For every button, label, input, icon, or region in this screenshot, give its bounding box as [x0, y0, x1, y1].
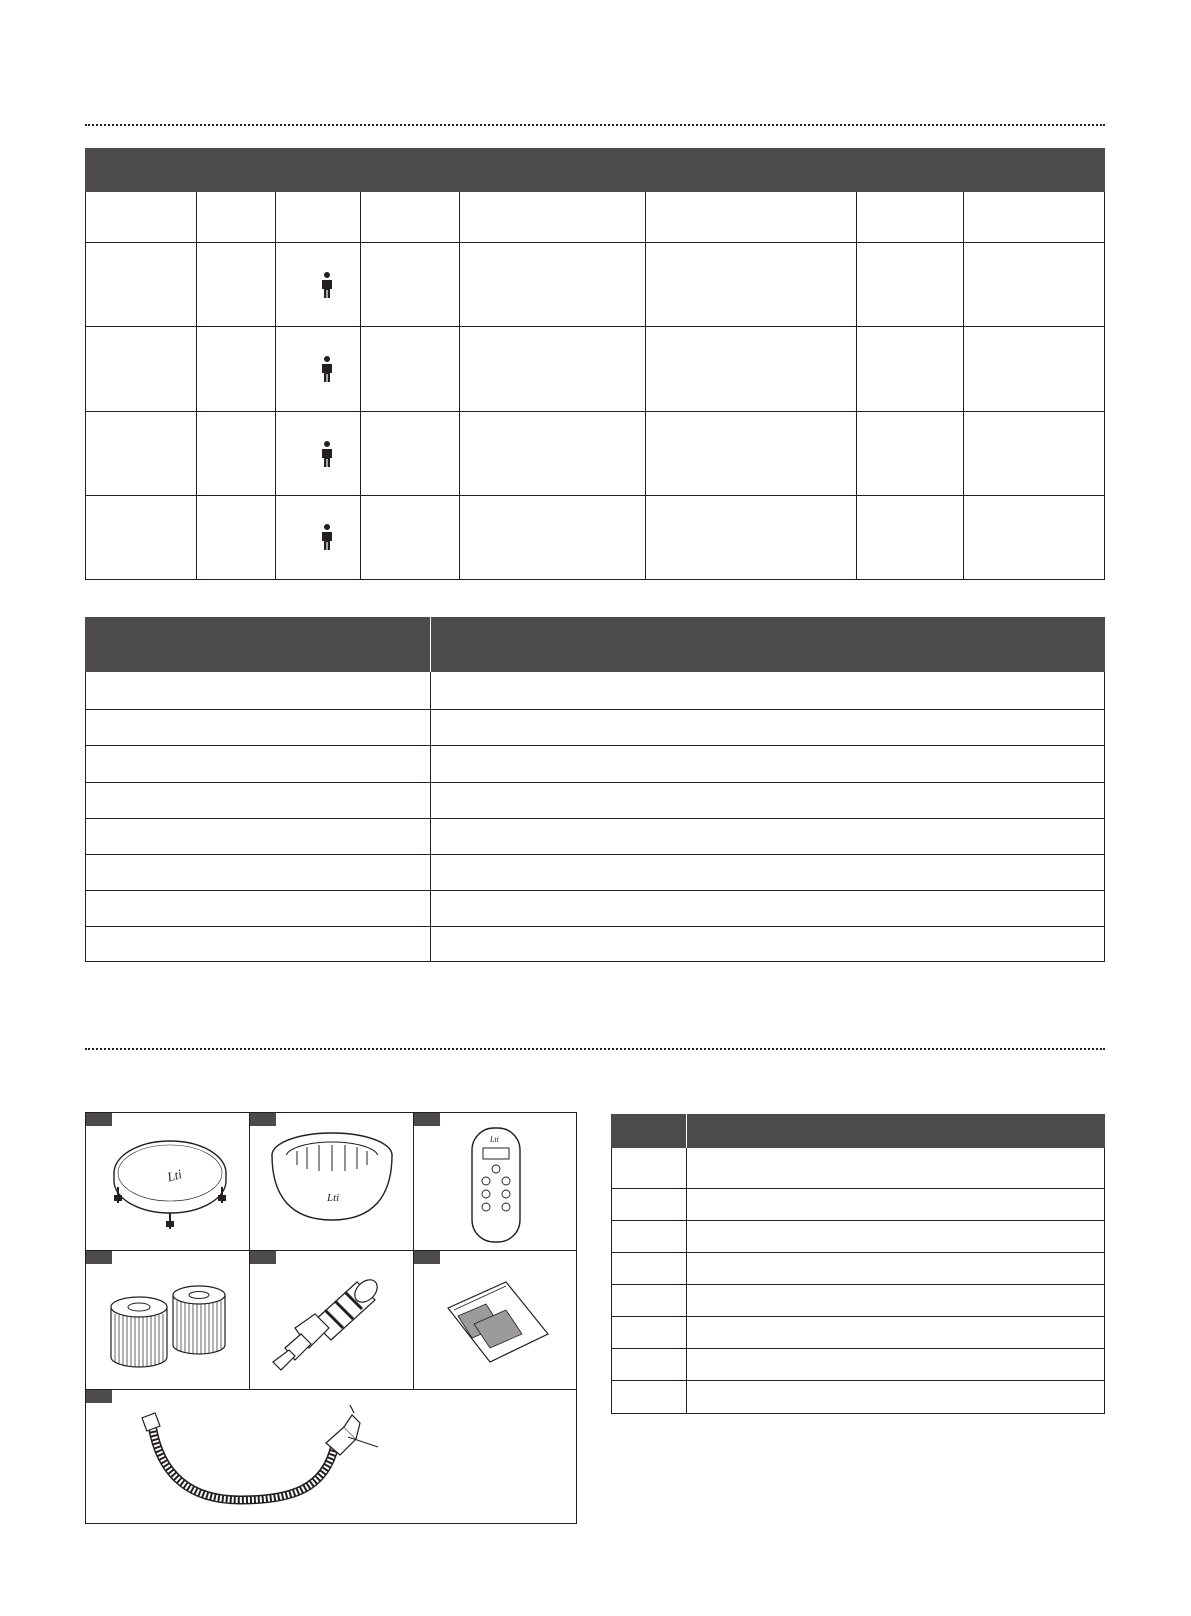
filter-cartridges-illustration [105, 1285, 240, 1375]
tub-logo: Lti [327, 1192, 340, 1204]
part-number-tag [414, 1251, 440, 1264]
parts-table-row-divider [611, 1252, 1105, 1253]
size-table-col-divider [360, 192, 361, 580]
parts-grid-row-divider [85, 1250, 577, 1251]
part-number-tag [86, 1390, 112, 1403]
size-table-col-divider [275, 192, 276, 580]
spec-table-row-divider [85, 818, 1105, 819]
size-table-row-divider [85, 411, 1105, 412]
size-table-header-bar [85, 148, 1105, 192]
size-table [85, 148, 1105, 580]
person-icon [320, 524, 334, 550]
section-divider-parts [85, 1048, 1105, 1050]
inflation-hose-illustration [130, 1405, 390, 1515]
section-divider-top [85, 124, 1105, 126]
part-number-tag [86, 1251, 112, 1264]
parts-table-row-divider [611, 1380, 1105, 1381]
parts-table-row-divider [611, 1348, 1105, 1349]
spec-table-row-divider [85, 890, 1105, 891]
spec-table-col-divider [430, 672, 431, 962]
size-table-col-divider [963, 192, 964, 580]
cover-logo: Lti [165, 1166, 184, 1185]
parts-grid-row-divider [85, 1389, 577, 1390]
spa-cover-illustration [105, 1125, 235, 1245]
connector-fitting-illustration [265, 1262, 400, 1382]
person-icon [320, 441, 334, 467]
size-table-col-divider [196, 192, 197, 580]
remote-control-illustration [470, 1126, 522, 1244]
size-table-col-divider [856, 192, 857, 580]
parts-table-row-divider [611, 1316, 1105, 1317]
size-table-row-divider [85, 242, 1105, 243]
spec-table-row-divider [85, 745, 1105, 746]
person-icon [320, 272, 334, 298]
spec-table-row-divider [85, 709, 1105, 710]
spec-table-header-bar [85, 617, 1105, 672]
parts-table-row-divider [611, 1284, 1105, 1285]
person-icon [320, 356, 334, 382]
parts-table-row-divider [611, 1220, 1105, 1221]
spa-tub-illustration [265, 1125, 400, 1245]
size-table-row-divider [85, 326, 1105, 327]
spec-table-row-divider [85, 782, 1105, 783]
repair-patch-kit-illustration [440, 1270, 560, 1375]
size-table-col-divider [645, 192, 646, 580]
part-number-tag [414, 1113, 440, 1126]
size-table-col-divider [459, 192, 460, 580]
size-table-row-divider [85, 495, 1105, 496]
spec-table-row-divider [85, 854, 1105, 855]
remote-logo: Lti [490, 1135, 499, 1144]
spec-table-row-divider [85, 926, 1105, 927]
parts-table-row-divider [611, 1188, 1105, 1189]
parts-table-header-split [686, 1114, 687, 1148]
